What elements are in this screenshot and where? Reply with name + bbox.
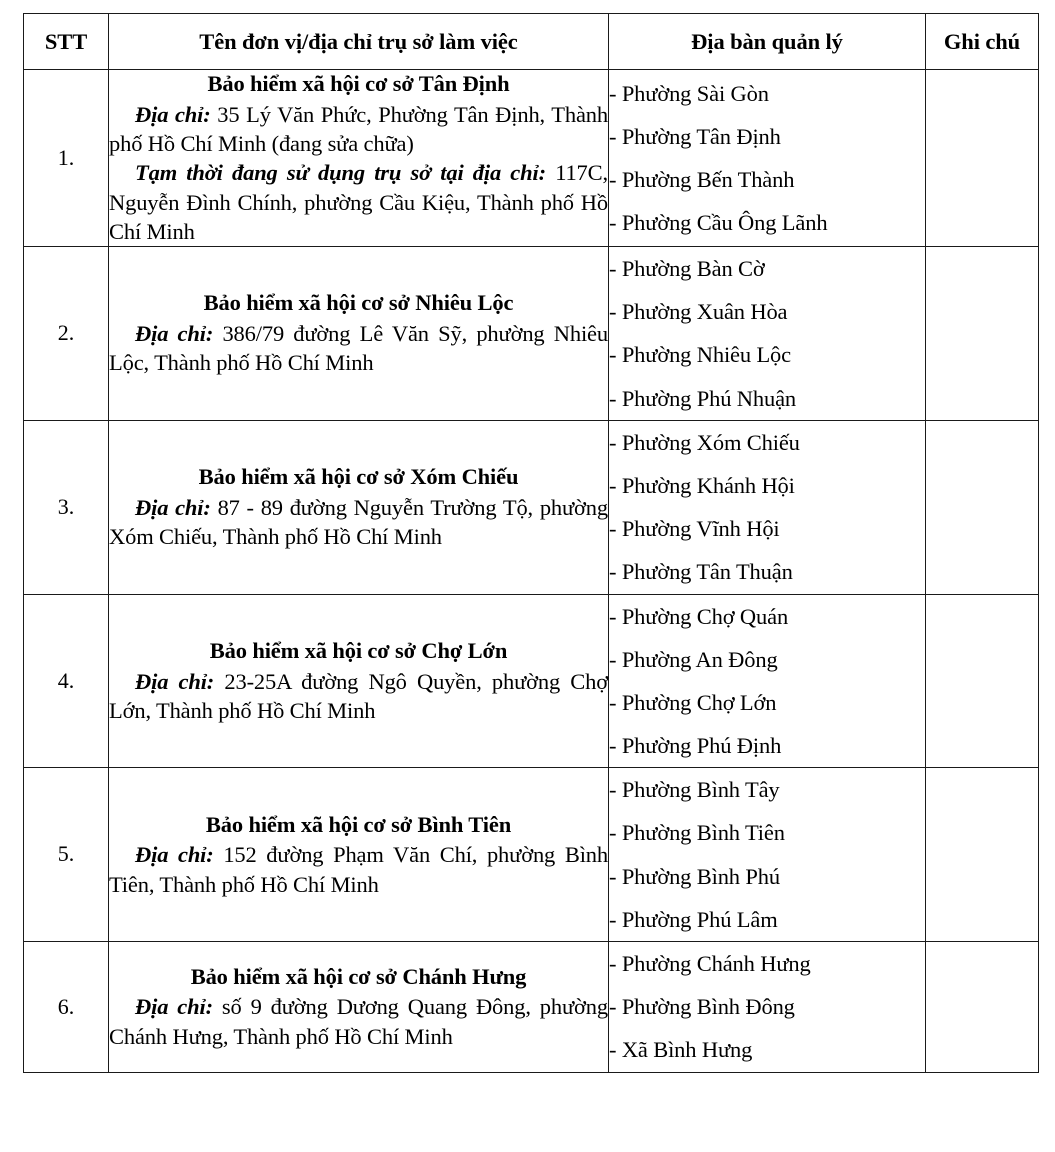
cell-stt [24, 247, 109, 421]
cell-managed-area [609, 594, 926, 768]
temporary-address-label: Tạm thời đang sử dụng trụ sở tại địa chỉ: [135, 160, 546, 186]
table-row [24, 768, 1039, 942]
column-header-note: Ghi chú [926, 14, 1039, 70]
cell-stt [24, 942, 109, 1073]
address-label: Địa chỉ: [135, 101, 211, 127]
ward-list-item: - Phường Sài Gòn [609, 80, 769, 106]
unit-name: Bảo hiểm xã hội cơ sở Chợ Lớn [209, 637, 508, 663]
ward-list-item: - Phường Bình Tiên [609, 820, 785, 846]
address-value: số 9 đường Dương Quang Đông, phường Chánh Hưng, Thành phố Hồ Chí Minh [109, 994, 608, 1049]
table-row [24, 420, 1039, 594]
table-row [24, 247, 1039, 421]
column-header-area: Địa bàn quản lý [609, 14, 926, 70]
ward-list-item: - Xã Bình Hưng [609, 1037, 753, 1063]
ward-list-item: - Phường Cầu Ông Lãnh [609, 210, 828, 236]
row-index: 6. [57, 993, 75, 1019]
cell-unit-name-address [109, 594, 609, 768]
ward-list-item: - Phường Bến Thành [609, 167, 795, 193]
table-header-row [24, 14, 1039, 70]
ward-list-item: - Phường Khánh Hội [609, 472, 795, 498]
cell-managed-area [609, 70, 926, 247]
cell-unit-name-address [109, 70, 609, 247]
table-row [24, 942, 1039, 1073]
cell-managed-area [609, 768, 926, 942]
unit-name: Bảo hiểm xã hội cơ sở Xóm Chiếu [198, 464, 519, 490]
row-index: 2. [57, 320, 75, 346]
ward-list [609, 72, 925, 245]
unit-address [109, 667, 608, 726]
cell-unit-name-address [109, 420, 609, 594]
unit-name: Bảo hiểm xã hội cơ sở Chánh Hưng [190, 963, 527, 989]
unit-address [109, 100, 608, 159]
ward-list [609, 942, 925, 1072]
unit-address [109, 493, 608, 552]
cell-note [926, 420, 1039, 594]
cell-note [926, 942, 1039, 1073]
unit-temporary-address [109, 158, 608, 246]
address-value: 23-25A đường Ngô Quyền, phường Chợ Lớn, Thành phố Hồ Chí Minh [109, 668, 609, 723]
ward-list-item: - Phường Chợ Lớn [609, 689, 777, 715]
address-label: Địa chỉ: [135, 668, 215, 694]
temporary-address-value: 117C, Nguyễn Đình Chính, phường Cầu Kiệu, Thành phố Hồ Chí Minh [109, 160, 608, 244]
table-row [24, 594, 1039, 768]
unit-name: Bảo hiểm xã hội cơ sở Bình Tiên [205, 811, 512, 837]
cell-stt [24, 420, 109, 594]
cell-stt [24, 594, 109, 768]
unit-name: Bảo hiểm xã hội cơ sở Nhiêu Lộc [203, 290, 514, 316]
ward-list-item: - Phường Bình Phú [609, 863, 780, 889]
address-value: 35 Lý Văn Phức, Phường Tân Định, Thành phố Hồ Chí Minh (đang sửa chữa) [109, 101, 609, 157]
table-row [24, 70, 1039, 247]
cell-unit-name-address [109, 247, 609, 421]
address-value: 152 đường Phạm Văn Chí, phường Bình Tiên, Thành phố Hồ Chí Minh [109, 842, 608, 897]
row-index: 5. [57, 841, 75, 867]
ward-list-item: - Phường Bình Đông [609, 994, 795, 1020]
ward-list-item: - Phường Xuân Hòa [609, 299, 788, 325]
cell-note [926, 70, 1039, 247]
cell-stt [24, 768, 109, 942]
cell-managed-area [609, 420, 926, 594]
address-label: Địa chỉ: [135, 842, 214, 868]
address-label: Địa chỉ: [135, 994, 213, 1020]
ward-list-item: - Phường Tân Định [609, 123, 781, 149]
social-insurance-units-table [23, 13, 1039, 1073]
cell-stt [24, 70, 109, 247]
ward-list [609, 595, 925, 768]
cell-unit-name-address [109, 942, 609, 1073]
column-header-name: Tên đơn vị/địa chỉ trụ sở làm việc [109, 14, 609, 70]
ward-list-item: - Phường Phú Lâm [609, 906, 778, 932]
ward-list [609, 421, 925, 594]
ward-list-item: - Phường Vĩnh Hội [609, 516, 780, 542]
cell-managed-area [609, 247, 926, 421]
ward-list-item: - Phường Chánh Hưng [609, 951, 811, 977]
table-header [24, 14, 1039, 70]
unit-address [109, 840, 608, 899]
ward-list-item: - Phường Phú Nhuận [609, 385, 797, 411]
column-header-stt: STT [24, 14, 109, 70]
cell-note [926, 594, 1039, 768]
table-body [24, 70, 1039, 1073]
address-value: 386/79 đường Lê Văn Sỹ, phường Nhiêu Lộc, Thành phố Hồ Chí Minh [109, 321, 608, 376]
ward-list-item: - Phường Xóm Chiếu [609, 429, 800, 455]
ward-list-item: - Phường Bình Tây [609, 777, 780, 803]
ward-list-item: - Phường An Đông [609, 646, 778, 672]
ward-list-item: - Phường Nhiêu Lộc [609, 342, 791, 368]
ward-list-item: - Phường Tân Thuận [609, 559, 793, 585]
ward-list [609, 768, 925, 941]
row-index: 3. [57, 493, 75, 519]
cell-note [926, 768, 1039, 942]
row-index: 1. [57, 144, 75, 170]
ward-list [609, 247, 925, 420]
cell-managed-area [609, 942, 926, 1073]
ward-list-item: - Phường Phú Định [609, 733, 782, 759]
unit-name: Bảo hiểm xã hội cơ sở Tân Định [207, 71, 510, 96]
unit-address [109, 319, 608, 378]
address-value: 87 - 89 đường Nguyễn Trường Tộ, phường Xóm Chiếu, Thành phố Hồ Chí Minh [109, 494, 609, 550]
row-index: 4. [57, 667, 75, 693]
unit-address [109, 992, 608, 1051]
address-label: Địa chỉ: [135, 494, 211, 520]
cell-unit-name-address [109, 768, 609, 942]
cell-note [926, 247, 1039, 421]
ward-list-item: - Phường Chợ Quán [609, 603, 789, 629]
ward-list-item: - Phường Bàn Cờ [609, 256, 765, 282]
address-label: Địa chỉ: [135, 321, 214, 347]
